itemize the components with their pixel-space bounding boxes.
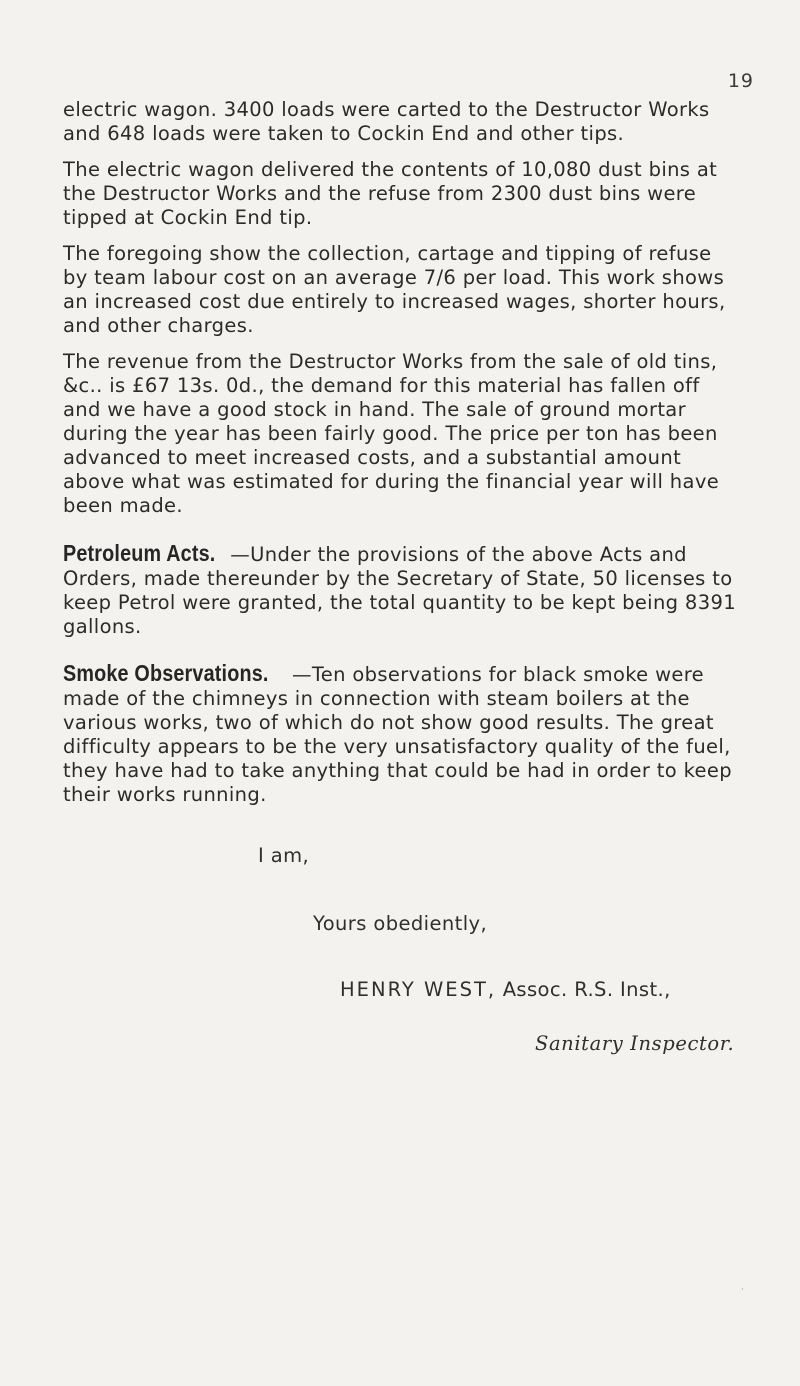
smoke-observations-text: —Ten observations for black smoke were made of the chimneys in connection with steam boilers at the various works, two of which do not show good results. The great difficulty appears to be the very unsatisfactory quality of the fuel, they have had to take anything that could be had in order to keep their works running. bbox=[63, 663, 732, 806]
paragraph-electric-wagon-loads: electric wagon. 3400 loads were carted to the Destructor Works and 648 loads were taken to Cockin End and other tips. bbox=[63, 98, 710, 145]
closing-yours-obediently: Yours obediently, bbox=[313, 912, 488, 935]
petroleum-acts-text: —Under the provisions of the above Acts and Orders, made thereunder by the Secretary of State, 50 licenses to keep Petrol were granted, the total quantity to be kept being 8391 gallons. bbox=[63, 543, 736, 638]
signatory-credentials: Assoc. R.S. Inst., bbox=[502, 978, 671, 1001]
paragraph-dust-bins: The electric wagon delivered the contents of 10,080 dust bins at the Destructor Works and the refuse from 2300 dust bins were tipped at Cockin End tip. bbox=[63, 158, 718, 229]
closing-i-am: I am, bbox=[258, 844, 310, 867]
signatory-name: HENRY WEST, bbox=[340, 978, 497, 1001]
page-number: 19 bbox=[727, 70, 754, 92]
paragraph-refuse-cost: The foregoing show the collection, cartage and tipping of refuse by team labour cost on an average 7/6 per load. This work shows an increased cost due entirely to increased wages, shorter hours, and other charges. bbox=[63, 242, 726, 337]
paragraph-revenue: The revenue from the Destructor Works from the sale of old tins, &c.. is £67 13s. 0d., the demand for this material has fallen off and we have a good stock in hand. The sale of ground mortar during the year has been fairly good. The price per ton has been advanced to meet increased costs, and a substantial amount above what was estimated for during the financial year will have been made. bbox=[63, 350, 720, 517]
section-heading-smoke-observations: Smoke Observations. bbox=[63, 660, 269, 686]
paragraph-petroleum-acts bbox=[63, 541, 741, 639]
print-speck: · bbox=[741, 1285, 744, 1294]
section-heading-petroleum-acts: Petroleum Acts. bbox=[63, 540, 216, 566]
signature-line bbox=[340, 978, 800, 1001]
paragraph-smoke-observations bbox=[63, 661, 741, 807]
signatory-title: Sanitary Inspector. bbox=[535, 1032, 735, 1055]
body-text bbox=[63, 98, 741, 807]
